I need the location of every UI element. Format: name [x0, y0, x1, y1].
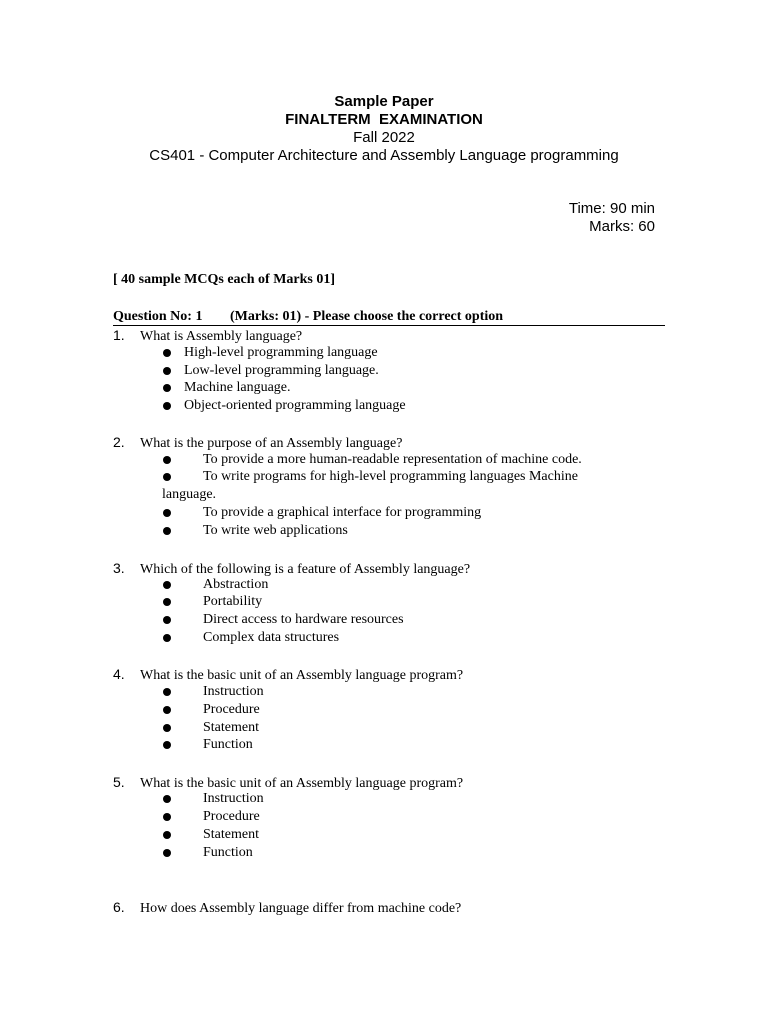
- exam-title: FINALTERM EXAMINATION: [285, 111, 483, 128]
- question-1-number: 1.: [113, 327, 125, 343]
- q2-option-c: To provide a graphical interface for programming: [203, 505, 482, 520]
- exam-term: Fall 2022: [353, 129, 415, 146]
- bullet-icon: [163, 527, 171, 535]
- question-2: [113, 433, 402, 453]
- question-1-text: What is Assembly language?: [140, 329, 303, 344]
- question-5-number: 5.: [113, 774, 125, 790]
- bullet-icon: [163, 581, 171, 589]
- q4-option-c: Statement: [203, 720, 259, 735]
- q1-option-a: High-level programming language: [184, 345, 378, 360]
- bullet-icon: [163, 795, 171, 803]
- q1-option-d: Object-oriented programming language: [184, 398, 406, 413]
- q5-option-a: Instruction: [203, 791, 264, 806]
- q2-option-d: To write web applications: [203, 523, 348, 538]
- exam-time: Time: 90 min: [568, 200, 655, 217]
- q3-option-a: Abstraction: [203, 577, 269, 592]
- question-instruction: (Marks: 01) - Please choose the correct option: [230, 309, 504, 324]
- section-note: [ 40 sample MCQs each of Marks 01]: [113, 272, 336, 287]
- question-6-text: How does Assembly language differ from machine code?: [140, 901, 462, 916]
- q2-option-b: To write programs for high-level programming languages Machine: [203, 469, 578, 484]
- bullet-icon: [163, 831, 171, 839]
- q5-option-b: Procedure: [203, 809, 260, 824]
- bullet-icon: [163, 706, 171, 714]
- q4-option-a: Instruction: [203, 684, 264, 699]
- bullet-icon: [163, 813, 171, 821]
- course-title: CS401 - Computer Architecture and Assembly Language programming: [149, 147, 619, 164]
- q1-option-b: Low-level programming language.: [184, 363, 379, 378]
- q2-option-a: To provide a more human-readable representation of machine code.: [203, 452, 582, 467]
- q4-option-d: Function: [203, 737, 253, 752]
- q3-option-c: Direct access to hardware resources: [203, 612, 404, 627]
- bullet-icon: [163, 367, 171, 375]
- question-3-text: Which of the following is a feature of Assembly language?: [140, 562, 471, 577]
- q5-option-c: Statement: [203, 827, 259, 842]
- bullet-icon: [163, 724, 171, 732]
- question-3: [113, 559, 470, 579]
- question-header: [113, 308, 665, 326]
- question-number: Question No: 1: [113, 309, 203, 324]
- q2-option-b-continued: language.: [162, 487, 217, 502]
- paper-title: Sample Paper: [334, 93, 434, 110]
- q1-option-c: Machine language.: [184, 380, 291, 395]
- bullet-icon: [163, 473, 171, 481]
- bullet-icon: [163, 849, 171, 857]
- q3-option-b: Portability: [203, 594, 263, 609]
- question-4: [113, 665, 463, 685]
- bullet-icon: [163, 598, 171, 606]
- question-2-text: What is the purpose of an Assembly language?: [140, 436, 403, 451]
- bullet-icon: [163, 384, 171, 392]
- question-1: [113, 326, 302, 346]
- question-6: [113, 898, 461, 918]
- bullet-icon: [163, 456, 171, 464]
- question-4-text: What is the basic unit of an Assembly language program?: [140, 668, 464, 683]
- bullet-icon: [163, 688, 171, 696]
- bullet-icon: [163, 741, 171, 749]
- question-5-text: What is the basic unit of an Assembly language program?: [140, 776, 464, 791]
- bullet-icon: [163, 402, 171, 410]
- question-4-number: 4.: [113, 666, 125, 682]
- bullet-icon: [163, 634, 171, 642]
- q4-option-b: Procedure: [203, 702, 260, 717]
- question-3-number: 3.: [113, 560, 125, 576]
- q5-option-d: Function: [203, 845, 253, 860]
- question-2-number: 2.: [113, 434, 125, 450]
- question-6-number: 6.: [113, 899, 125, 915]
- exam-marks: Marks: 60: [589, 218, 655, 235]
- bullet-icon: [163, 616, 171, 624]
- bullet-icon: [163, 349, 171, 357]
- question-5: [113, 773, 463, 793]
- q3-option-d: Complex data structures: [203, 630, 340, 645]
- bullet-icon: [163, 509, 171, 517]
